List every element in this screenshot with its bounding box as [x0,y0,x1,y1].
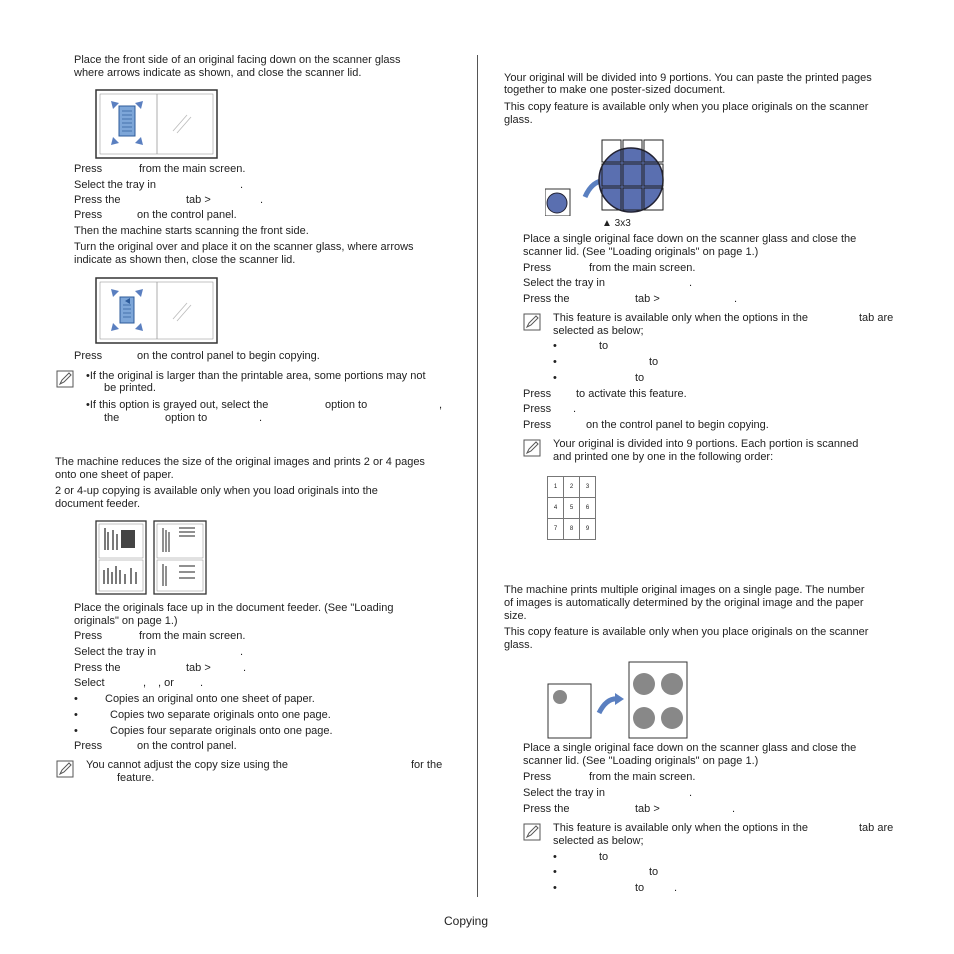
step: , or [158,677,174,689]
step: Select the tray in [74,179,156,191]
note-text: selected as below; [553,835,644,847]
step: Place a single original face down on the scanner glass and close the [523,742,857,754]
bullet: • [553,882,557,894]
punct: . [200,677,204,689]
step: Select the tray in [74,646,156,658]
bullet: • [553,340,557,352]
note-text: tab are [859,312,894,324]
step: tab > [186,194,211,206]
punct: . [732,803,736,815]
step: tab > [635,293,660,305]
note-icon [523,823,541,841]
note-text: for the [411,759,443,771]
note-text: This feature is available only when the options in the [553,312,808,324]
grid-cell: 5 [564,498,580,519]
note-text: option to [165,412,208,424]
bullet-text: Copies four separate originals onto one page. [110,725,333,737]
grid-cell: 4 [548,498,564,519]
note-icon [523,313,541,331]
step: Place a single original face down on the scanner glass and close the [523,233,857,245]
step: on the control panel. [137,740,237,752]
bullet-text: to [599,851,609,863]
grid-cell: 6 [580,498,596,519]
bullet: • [553,372,557,384]
step: Select the tray in [523,277,605,289]
step: on the control panel to begin copying. [586,419,769,431]
note-icon [56,760,74,778]
step: Press [74,740,103,752]
bullet-text: to [649,866,659,878]
punct: . [240,179,244,191]
step: Press [74,163,103,175]
note-icon [523,439,541,457]
bullet: • [74,693,78,705]
para: document feeder. [55,498,141,510]
step: Press [523,403,552,415]
bullet-text: to [649,356,659,368]
grid-cell: 8 [564,519,580,540]
step: on the control panel. [137,209,237,221]
para: This copy feature is available only when you place originals on the scanner [504,101,869,113]
bullet: • [553,851,557,863]
figure-caption: ▲ 3x3 [602,218,631,229]
note-text: This feature is available only when the options in the [553,822,808,834]
para: The machine reduces the size of the original images and prints 2 or 4 pages [55,456,425,468]
step: Press [523,419,552,431]
para: 2 or 4-up copying is available only when you load originals into the [55,485,378,497]
scanner-glass-figure [95,277,219,344]
step: Place the originals face up in the document feeder. (See "Loading [74,602,394,614]
n-up-figure [95,520,208,596]
step: tab > [186,662,211,674]
step: from the main screen. [139,163,246,175]
step: from the main screen. [139,630,246,642]
clone-figure [547,661,689,739]
punct: . [674,882,678,894]
bullet: • [553,866,557,878]
bullet-text: Copies two separate originals onto one page. [110,709,331,721]
note-text: tab are [859,822,894,834]
step: Press [523,262,552,274]
punct: . [260,194,264,206]
grid-cell: 3 [580,477,596,498]
bullet-text: to [635,882,645,894]
bullet: • [74,709,78,721]
step: to activate this feature. [576,388,687,400]
bullet-text: to [635,372,645,384]
para: This copy feature is available only when you place originals on the scanner [504,626,869,638]
step: indicate as shown then, close the scanner lid. [74,254,296,266]
step: Press the [523,293,570,305]
scanner-glass-figure [95,89,219,159]
note-text: and printed one by one in the following order: [553,451,774,463]
step: originals" on page 1.) [74,615,178,627]
step: Press the [74,662,121,674]
grid-cell: 1 [548,477,564,498]
poster-figure [545,139,667,216]
step: Press [74,350,103,362]
punct: . [243,662,247,674]
punct: . [259,412,263,424]
grid-cell: 7 [548,519,564,540]
note-text: be printed. [104,382,156,394]
bullet-text: to [599,340,609,352]
note-text: •If the original is larger than the printable area, some portions may not [86,370,426,382]
note-text: selected as below; [553,325,644,337]
step: Turn the original over and place it on the scanner glass, where arrows [74,241,414,253]
column-divider [477,55,478,897]
note-icon [56,370,74,388]
note-text: Your original is divided into 9 portions. Each portion is scanned [553,438,859,450]
punct: . [689,787,693,799]
portion-order-grid [547,476,596,540]
step: Select the tray in [523,787,605,799]
step: Then the machine starts scanning the front side. [74,225,309,237]
punct: . [734,293,738,305]
punct: . [240,646,244,658]
note-text: feature. [117,772,155,784]
para: The machine prints multiple original images on a single page. The number [504,584,865,596]
para: where arrows indicate as shown, and close the scanner lid. [74,67,362,79]
step: Press [74,209,103,221]
bullet: • [553,356,557,368]
step: Press [523,388,552,400]
step: Press [74,630,103,642]
para: onto one sheet of paper. [55,469,174,481]
note-text: option to [325,399,368,411]
bullet-text: Copies an original onto one sheet of paper. [105,693,315,705]
step: Press [523,771,552,783]
step: Select [74,677,105,689]
grid-cell: 9 [580,519,596,540]
step: from the main screen. [589,262,696,274]
note-text: You cannot adjust the copy size using the [86,759,289,771]
para: together to make one poster-sized document. [504,84,726,96]
step: Press the [74,194,121,206]
para: Your original will be divided into 9 portions. You can paste the printed pages [504,72,872,84]
step: tab > [635,803,660,815]
para: glass. [504,114,533,126]
punct: , [143,677,147,689]
para: size. [504,610,527,622]
para: glass. [504,639,533,651]
step: scanner lid. (See "Loading originals" on page 1.) [523,246,759,258]
para: of images is automatically determined by the original image and the paper [504,597,864,609]
para: Place the front side of an original facing down on the scanner glass [74,54,401,66]
punct: , [439,399,443,411]
step: on the control panel to begin copying. [137,350,320,362]
grid-cell: 2 [564,477,580,498]
page-footer: Copying [444,914,489,928]
step: Press the [523,803,570,815]
punct: . [689,277,693,289]
step: scanner lid. (See "Loading originals" on page 1.) [523,755,759,767]
step: from the main screen. [589,771,696,783]
note-text: the [104,412,120,424]
punct: . [573,403,577,415]
bullet: • [74,725,78,737]
note-text: •If this option is grayed out, select the [86,399,269,411]
